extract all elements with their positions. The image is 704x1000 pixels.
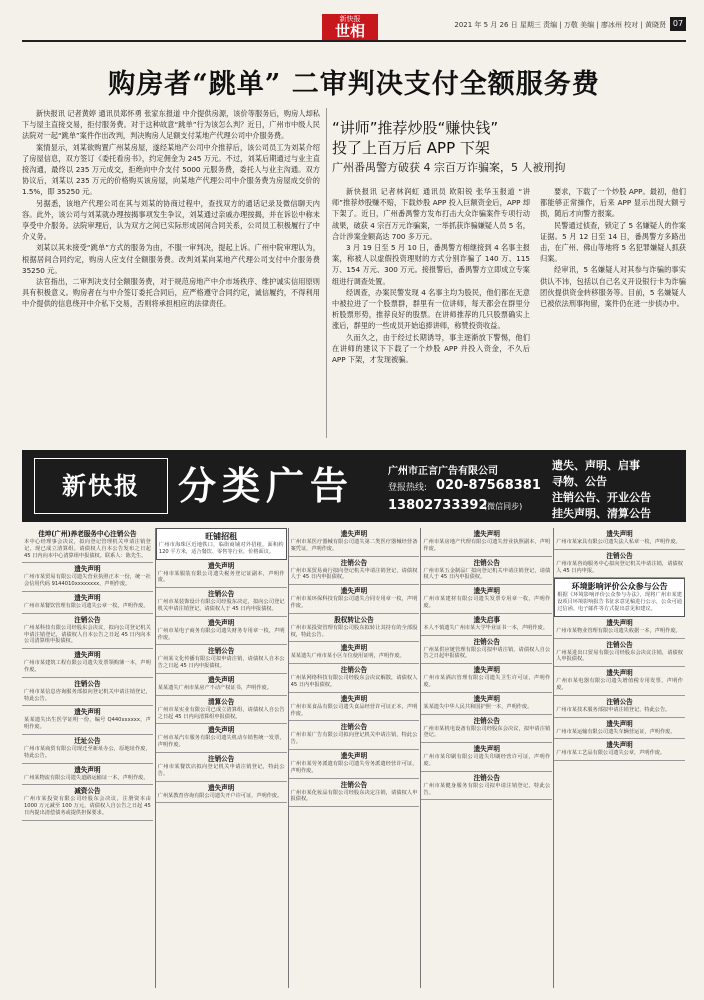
classified-column — [22, 528, 153, 988]
classified-notice — [289, 721, 420, 750]
notice-title: 注销公告 — [473, 558, 500, 567]
main-headline: 购房者“跳单” 二审判决支付全额服务费 — [108, 69, 600, 100]
main-paragraph: 新快报讯 记者黄婷 通讯员郑怀勇 张家东报道 中介提供房源，该价等服务后，购房人却私下与屋主直接交易，拒付服务费。对于这种故意“跳单”行为该怎么判？近日，广州市中级人民法院对一起“跳单”案件作出改判，判决购房人足额支付某地产代理公司中介服务费。 — [22, 109, 320, 141]
notice-body: 广州市某餐饮管理有限公司遗失公章一枚，声明作废。 — [24, 602, 149, 609]
notice-title: 遗失声明 — [208, 675, 235, 684]
notice-title: 旺铺招租 — [205, 532, 238, 541]
notice-body: 广州市某家具有限公司遗失法人私章一枚，声明作废。 — [556, 539, 681, 545]
side-subheadline: 广州番禺警方破获 4 宗百万诈骗案，5 人被刑拘 — [332, 161, 566, 174]
notice-title: 遗失声明 — [74, 651, 101, 660]
classified-notice — [22, 678, 153, 707]
notice-title: 遗失声明 — [208, 726, 235, 735]
ad-phone-note: (微信同步) — [484, 502, 523, 511]
ad-title: 分类广告 — [178, 464, 355, 508]
notice-title: 遗失声明 — [208, 618, 235, 627]
notice-title: 遗失声明 — [473, 694, 500, 703]
classified-notice — [421, 715, 552, 744]
notice-body: 广州市某贸易有限公司遗失营业执照正本一份，统一社会信用代码 9144010xxxxxxxx，声明作废。 — [24, 574, 151, 588]
notice-body: 广州市某健身服务有限公司拟申请注销登记，特此公告。 — [423, 782, 551, 796]
classified-notice — [289, 614, 420, 643]
notice-body: 广州市某房地产代理有限公司遗失营业执照副本，声明作废。 — [423, 539, 551, 552]
notice-title: 环境影响评价公众参与公告 — [571, 582, 668, 592]
notice-body: 广州市某食品有限公司遗失食品经营许可证正本，声明作废。 — [290, 703, 418, 717]
notice-title: 遗失声明 — [340, 751, 368, 760]
notice-title: 遗失声明 — [208, 783, 235, 792]
notice-body: 广州市某技术服务部拟申请注销登记，特此公告。 — [556, 706, 671, 713]
notice-title: 注销公告 — [473, 716, 500, 725]
classified-notice — [554, 739, 685, 761]
brand-small: 新快报 — [339, 15, 361, 23]
notice-title: 遗失声明 — [340, 587, 368, 596]
classified-notice — [421, 636, 552, 665]
side-headline-line1: “讲师”推荐炒股“赚快钱” — [332, 119, 499, 137]
main-paragraph: 法官指出，二审判决支付全额服务费，对于规范房地产中介市场秩序、维护诚实信用原则具有积极意义。购房者在与中介签订委托合同后，应严格遵守合同约定，诚信履约，不得利用中介提供的信息绕开中介私下交易，否则将承担相应的法律责任。 — [22, 277, 320, 309]
classified-notice — [156, 617, 287, 646]
classified-notice — [156, 645, 287, 674]
side-article-heading — [332, 118, 672, 176]
notice-title: 注销公告 — [74, 679, 101, 688]
side-article-body-right — [540, 186, 686, 309]
notice-body: 广州市某贸易商行拟向登记机关申请注销登记，请债权人于 45 日内申报债权。 — [290, 567, 418, 581]
classified-notice — [421, 557, 552, 586]
side-paragraph: 民警通过侦查，锁定了 5 名嫌疑人的作案证据。5 月 12 日至 14 日，番禺警方多路出击，在广州、佛山等地将 5 名犯罪嫌疑人抓获归案。 — [540, 220, 686, 264]
classified-notice — [156, 753, 287, 782]
notice-title: 遗失声明 — [74, 565, 101, 574]
notice-body: 广州市某印刷有限公司遗失印刷经营许可证，声明作废。 — [423, 754, 551, 767]
classified-notice — [554, 578, 685, 616]
classified-notice — [421, 664, 552, 693]
notice-body: 广州某科技有限公司经股东会决议，拟向公司登记机关申请注销登记，请债权人自本公告之日起 45 日内向本公司清算组申报债权。 — [24, 624, 151, 645]
notice-title: 减资公告 — [74, 787, 101, 796]
classified-notice — [22, 614, 153, 649]
notice-title: 注销公告 — [606, 697, 633, 706]
classified-notice — [22, 735, 153, 764]
classified-notice — [421, 772, 552, 801]
notice-title: 遗失声明 — [606, 530, 633, 538]
classified-column — [288, 528, 420, 988]
notice-title: 注销公告 — [340, 723, 368, 732]
classified-notice — [156, 588, 287, 617]
classified-notice — [554, 639, 685, 668]
classified-notice — [289, 779, 420, 808]
notice-body: 广州市某广告有限公司拟向登记机关申请注销，特此公告。 — [290, 732, 418, 746]
notice-title: 注销公告 — [606, 640, 633, 649]
notice-title: 遗失声明 — [473, 745, 500, 754]
notice-body: 广州市某电器有限公司遗失增值税专用发票，声明作废。 — [556, 678, 683, 691]
side-paragraph: 经调查，办案民警发现 4 名事主均为股民，他们都在无意中被拉进了一个股票群，群里有一位讲师，每天都会在群里分析股票形势，推荐良好的股票。在讲师推荐的几只股票确实上涨后，群里的一些成员开始追捧讲师，称赞投资收益。 — [332, 287, 530, 331]
ad-services — [552, 458, 678, 522]
notice-body: 广州市某咨询服务中心拟向登记机关申请注销，请债权人 45 日内申报。 — [556, 560, 683, 574]
classified-notice — [554, 617, 685, 639]
notice-body: 广州市某酒店管理有限公司遗失卫生许可证，声明作废。 — [423, 675, 551, 688]
notice-title: 遗失声明 — [606, 719, 633, 728]
notice-title: 注销公告 — [340, 666, 368, 675]
notice-title: 遗失声明 — [208, 561, 235, 570]
classified-notice — [156, 782, 287, 804]
notice-body: 广州市某机电设备有限公司经股东会决议，拟申请注销登记。 — [423, 725, 551, 739]
notice-body: 本人不慎遗失广州市某大学毕业证书一本，声明作废。 — [423, 624, 548, 631]
ad-service-line: 遗失、声明、启事 — [552, 459, 640, 472]
classified-notice — [22, 592, 153, 614]
classified-notice — [156, 674, 287, 696]
notice-title: 股权转让公告 — [334, 615, 374, 624]
notice-title: 注销公告 — [74, 615, 101, 624]
notice-body: 广州市海珠区近地铁口，临街商铺对外招租，面积约 120 平方米，适合餐饮、零售等行业，价格面议。 — [158, 542, 284, 555]
column-divider — [326, 108, 327, 438]
notice-body: 广州某物流有限公司遗失道路运输证一本，声明作废。 — [24, 774, 149, 781]
classified-notice — [156, 560, 287, 589]
notice-body: 某某遗失广州市某小区车位使用证明，声明作废。 — [290, 653, 405, 660]
classified-column — [553, 528, 685, 988]
page-header — [22, 14, 686, 40]
notice-body: 某某遗失广州市某房产不动产权证书，声明作废。 — [157, 684, 272, 691]
notice-body: 广州市某劳务派遣有限公司遗失劳务派遣经营许可证，声明作废。 — [290, 760, 418, 774]
classified-notice — [421, 614, 552, 636]
notice-body: 本中心经理事会决议，拟向登记管理机关申请注销登记，现已成立清算组。请债权人自本公告发布之日起 45 日内向本中心清算组申报债权。联系人：陈先生。 — [24, 539, 151, 559]
notice-body: 广州市某建筑工程有限公司遗失发票领购簿一本，声明作废。 — [24, 660, 151, 673]
notice-title: 注销公告 — [340, 558, 368, 567]
side-headline-line2: 投了上百万后 APP 下架 — [332, 139, 490, 157]
classified-notice — [156, 696, 287, 725]
classified-notice — [22, 706, 153, 735]
ad-company: 广州市正言广告有限公司 — [388, 466, 498, 477]
notice-title: 注销公告 — [606, 551, 633, 560]
notice-body: 广州市某运输有限公司遗失车辆营运证，声明作废。 — [556, 728, 676, 735]
notice-title: 注销公告 — [208, 754, 235, 763]
side-paragraph: 久而久之，由于经过长期诱导，事主逐渐放下警惕，他们在讲师的建议下下载了一个炒股 APP 并投入资金，不久后 APP 下架，才发现被骗。 — [332, 332, 530, 365]
notice-body: 广州市某服装有限公司遗失税务登记证副本，声明作废。 — [157, 570, 285, 584]
classified-notice — [554, 696, 685, 718]
page-number: 07 — [670, 17, 686, 31]
side-paragraph: 新快报讯 记者林润虹 通讯员 欧阳锐 张华玉报道 “讲师”推荐炒股赚不赔，下载炒股 APP 投入巨额资金后，APP 却下架了。近日，广州番禺警方发布打击大众诈骗案件专项行动战果，破获 4 宗百万元诈骗案，一举抓获诈骗嫌疑人员 5 名，合计涉案金额高达 700 多万元。 — [332, 187, 530, 241]
notice-title: 遗失声明 — [606, 618, 633, 627]
notice-body: 根据《环境影响评价公众参与办法》，现将广州市某建设项目环境影响报告书征求意见稿进行公示，公众可通过信函、电子邮件等方式提出意见和建议。 — [557, 592, 682, 612]
notice-title: 注销公告 — [473, 637, 500, 646]
classified-notice — [22, 764, 153, 786]
classified-notice — [421, 743, 552, 772]
notice-title: 注销公告 — [473, 773, 500, 782]
classified-notice — [421, 693, 552, 715]
section-badge — [322, 14, 378, 40]
classified-notice — [554, 550, 685, 579]
notice-title: 迁址公告 — [74, 736, 101, 745]
notice-title: 遗失声明 — [606, 741, 633, 750]
notice-title: 遗失声明 — [473, 666, 500, 675]
notice-title: 注销公告 — [208, 590, 235, 599]
notice-body: 广州某教育咨询有限公司遗失开户许可证，声明作废。 — [157, 792, 283, 799]
notice-body: 广州市某商贸有限公司现迁至新址办公，原地址作废，特此公告。 — [24, 745, 151, 759]
notice-body: 广州某进出口贸易有限公司经股东会决议注销，请债权人申报债权。 — [556, 649, 683, 663]
main-paragraph: 另据悉，该地产代理公司在其与刘某的协商过程中，查找双方的通话记录及微信聊天内容。此外，该公司与刘某就办理按揭事项发生争议，刘某通过亲戚办理按揭，并在诉讼中称未享受中介服务。法院审理后，认为双方之间已实际形成居间合同关系，公司员工积极履行了中介义务。 — [22, 198, 320, 242]
notice-title: 遗失声明 — [606, 669, 633, 678]
ad-phone-label: 登报热线: — [388, 483, 428, 493]
ad-service-line: 挂失声明、清算公告 — [552, 507, 651, 520]
notice-title: 遗失启事 — [473, 615, 500, 624]
classified-notice — [289, 528, 420, 557]
notice-body: 广州某文化传播有限公司拟申请注销，请债权人自本公告之日起 45 日内申报债权。 — [157, 656, 285, 670]
classifieds-grid — [22, 528, 686, 988]
classified-notice — [554, 718, 685, 740]
notice-body: 广州市某建材有限公司遗失发票专用章一枚，声明作废。 — [423, 596, 551, 609]
notice-title: 遗失声明 — [340, 644, 368, 653]
classified-notice — [289, 750, 420, 779]
notice-title: 注销公告 — [340, 780, 368, 789]
notice-body: 广州市某工艺品有限公司遗失公章，声明作废。 — [556, 750, 666, 757]
classified-notice — [289, 693, 420, 722]
classified-notice — [289, 642, 420, 664]
notice-title: 遗失声明 — [473, 530, 500, 538]
classified-notice — [22, 649, 153, 678]
classified-notice — [554, 528, 685, 550]
classified-column — [420, 528, 552, 988]
notice-title: 遗失声明 — [74, 708, 101, 717]
classified-notice — [156, 724, 287, 753]
notice-body: 广州市某物业管理有限公司遗失收据一本，声明作废。 — [556, 627, 681, 634]
header-rule — [22, 40, 686, 42]
side-article-body-left — [332, 186, 530, 365]
classified-notice — [22, 785, 153, 820]
notice-body: 广州市某电子商务有限公司遗失财务专用章一枚，声明作废。 — [157, 627, 285, 641]
ad-service-line: 寻物、公告 — [552, 475, 607, 488]
notice-title: 遗失声明 — [340, 530, 368, 538]
classified-notice — [289, 664, 420, 693]
notice-body: 广州市某装饰设计有限公司经股东决定，拟向公司登记机关申请注销登记，请债权人于 45 日内申报债权。 — [157, 599, 285, 612]
classified-notice — [421, 528, 552, 557]
notice-body: 广州市某信息咨询服务部拟向登记机关申请注销登记，特此公告。 — [24, 688, 151, 702]
classified-notice — [22, 528, 153, 563]
section-name: 世相 — [334, 22, 365, 40]
classified-column — [155, 528, 287, 988]
side-paragraph: 经审讯，5 名嫌疑人对其参与诈骗的事实供认不讳，包括以自己名义开设银行卡为诈骗团伙提供资金转移服务等。目前，5 名嫌疑人已被依法刑事拘留，案件仍在进一步侦办中。 — [540, 265, 686, 309]
notice-title: 遗失声明 — [74, 593, 101, 602]
classified-notice — [289, 585, 420, 614]
notice-body: 广州市某化妆品有限公司经股东决定注销，请债权人申报债权。 — [290, 789, 418, 803]
side-paragraph: 3 月 19 日至 5 月 10 日，番禺警方相继接到 4 名事主报案，称被人以虚假投资理财的方式分别诈骗了 140 万、115 万、154 万元、300 万元。接报警后，番禺警方立即成立专案组进行调查处置。 — [332, 243, 530, 286]
notice-body: 广州某网络科技有限公司经股东会决议解散，请债权人 45 日内申报债权。 — [290, 675, 418, 688]
classified-notice — [22, 563, 153, 592]
notice-title: 清算公告 — [208, 697, 235, 706]
ad-phone-primary: 020-87568381 — [436, 478, 541, 493]
notice-body: 某某遗失中华人民共和国护照一本，声明作废。 — [423, 703, 533, 710]
notice-title: 遗失声明 — [473, 587, 500, 596]
notice-body: 广州市某餐饮店拟向登记机关申请注销登记，特此公告。 — [157, 763, 285, 777]
notice-body: 广州市某汽车服务有限公司遗失机动车销售统一发票，声明作废。 — [157, 735, 285, 749]
ad-service-line: 注销公告、开业公告 — [552, 491, 651, 504]
classified-notice — [156, 528, 287, 560]
notice-body: 广州市某环保科技有限公司遗失合同专用章一枚，声明作废。 — [290, 596, 418, 609]
dateline: 2021 年 5 月 26 日 星期三 责编 | 万敬 美编 | 廖冰州 校对 | 黄晓贤 — [454, 21, 666, 29]
ad-phone-mobile: 13802733392 — [388, 498, 488, 513]
classified-notice — [289, 557, 420, 586]
side-paragraph: 要求，下载了一个炒股 APP。最初，他们都能够正常操作，后来 APP 显示出现大额亏损，随后才向警方报案。 — [540, 187, 686, 219]
main-paragraph: 刘某以其未接受“跳单”方式的服务为由，不服一审判决，提起上诉。广州中院审理认为，根据居间合同约定，购房人应支付全额服务费。改判刘某向某地产代理公司支付中介服务费 35250 元。 — [22, 243, 320, 275]
notice-body: 广州市某投资有限公司经股东会决议，注册资本由 1000 万元减至 100 万元，请债权人自公告之日起 45 日内提出清偿债务或提供担保要求。 — [24, 796, 151, 816]
notice-body: 广州市某实业有限公司已成立清算组，请债权人自公告之日起 45 日内向清算组申报债权。 — [157, 706, 285, 720]
notice-body: 某某遗失出生医学证明一份，编号 Q440xxxxxx，声明作废。 — [24, 717, 151, 731]
notice-title: 遗失声明 — [340, 694, 368, 703]
ad-logo: 新快报 — [34, 458, 168, 514]
main-paragraph: 案情显示，刘某欲购置广州某房屋，遂经某地产公司中介推荐后，该公司员工为刘某介绍了房屋信息，双方签订《委托看房书》，约定佣金为 245 万元。不过，刘某后期通过与业主直接沟通，最终以 235 万元成交，拒绝向中介支付 5000 元服务费，委托人与业主沟通。双方协议后，刘某以 235 万元的价格购买该房屋，向某地产代理公司中介服务费为房屋成交价的 1.5%，即 35250 元。 — [22, 142, 320, 197]
classified-notice — [421, 585, 552, 614]
notice-body: 广州某供应链管理有限公司拟申请注销，请债权人自公告之日起申报债权。 — [423, 646, 551, 660]
notice-title: 佳坤(广州)养老服务中心注销公告 — [38, 530, 137, 538]
notice-body: 广州市某医疗器械有限公司遗失第二类医疗器械经营备案凭证，声明作废。 — [290, 539, 418, 552]
notice-body: 广州市某投资管理有限公司股东拟转让其持有的全部股权，特此公告。 — [290, 624, 418, 638]
notice-body: 广州市某五金制品厂拟向登记机关申请注销登记，请债权人于 45 日内申报债权。 — [423, 567, 551, 581]
main-article-body — [22, 108, 320, 310]
classified-ad-banner — [22, 450, 686, 522]
notice-title: 注销公告 — [208, 647, 235, 656]
notice-title: 遗失声明 — [74, 765, 101, 774]
classified-notice — [554, 667, 685, 696]
